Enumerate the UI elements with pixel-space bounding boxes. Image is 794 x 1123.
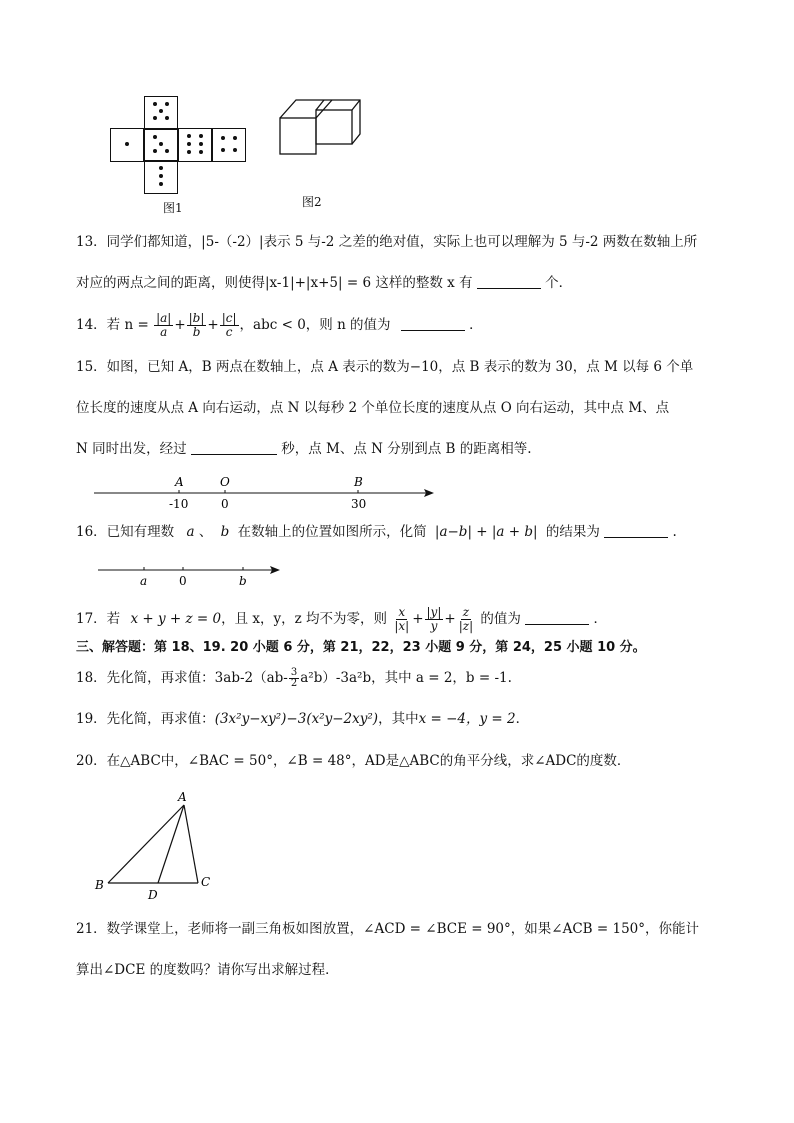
question-19-expression: (3x²y−xy²)−3(x²y−2xy²) (214, 711, 379, 727)
question-15-line3 (76, 439, 532, 459)
question-16 (76, 522, 677, 542)
question-15-line2: 位长度的速度从点 A 向右运动，点 N 以每秒 2 个单位长度的速度从点 O 向右运动，其中点 M、点 (76, 400, 670, 416)
question-17-suffix: 的值为 (480, 611, 521, 627)
question-19-prefix: 19．先化简，再求值： (76, 711, 215, 727)
question-18-suffix: a²b）-3a²b，其中 a = 2，b = -1. (300, 670, 512, 686)
question-14-answer-blank[interactable] (401, 316, 465, 331)
question-14-fraction-a: $\frac{|a|}{a}$ (156, 311, 172, 339)
question-21-line2: 算出∠DCE 的度数吗？请你写出求解过程． (76, 962, 339, 978)
question-18-fraction: $\frac{3}{2}$ (290, 667, 298, 689)
net-face-top (144, 96, 178, 130)
number-line-value-B: 30 (351, 497, 367, 511)
question-19-suffix: ，其中 (378, 711, 419, 727)
question-13-line1: 13．同学们都知道，|5-（-2）|表示 5 与-2 之差的绝对值，实际上也可以理解为 5 与-2 两数在数轴上所 (76, 234, 698, 250)
question-14-condition: ，abc < 0，则 n 的值为 (239, 317, 391, 333)
question-17-fraction-y: $\frac{|y|}{y}$ (426, 605, 442, 633)
number-line-label-b: b (239, 574, 247, 588)
question-17-fraction-x: $\frac{x}{|x|}$ (394, 605, 410, 633)
triangle-label-A: A (178, 790, 187, 804)
question-15-end: 秒，点 M、点 N 分别到点 B 的距离相等. (281, 441, 532, 457)
question-14: 14．若 n = $\frac{|a|}{a}$ + $\frac{|b|}{b}$ + $\frac{|c|}{c}$ ，abc < 0，则 n 的值为 ． (76, 311, 483, 339)
question-16-suffix: 的结果为 (545, 524, 600, 540)
question-13-line2 (76, 273, 572, 293)
question-17-equation: x + y + z = 0 (130, 611, 222, 627)
question-20: 20．在△ABC中，∠BAC = 50°，∠B = 48°，AD是△ABC的角平分线，求∠ADC的度数． (76, 753, 631, 769)
question-15-number-line (90, 470, 440, 514)
question-17-prefix: 17．若 (76, 611, 121, 627)
question-17: 17．若 x + y + z = 0，且 x，y，z 均不为零，则 $\frac{x}{|x|}$ + $\frac{|y|}{y}$ + $\frac{z}{|z|}$ 的值为 ． (76, 605, 608, 633)
question-20-triangle (92, 786, 222, 902)
question-19-values: x = −4，y = 2 (418, 711, 516, 727)
question-14-prefix: 14．若 n = (76, 317, 149, 333)
question-16-answer-blank[interactable] (604, 523, 668, 538)
question-16-middle: 在数轴上的位置如图所示，化简 (237, 524, 427, 540)
number-line-label-B: B (354, 475, 363, 489)
number-line-label-0: 0 (179, 574, 187, 588)
triangle-label-D: D (148, 888, 158, 902)
question-21-line1: 21．数学课堂上，老师将一副三角板如图放置，∠ACD = ∠BCE = 90°，如果∠ACB = 150°，你能计 (76, 921, 699, 937)
net-face-right1 (178, 128, 212, 162)
question-18 (76, 668, 512, 689)
question-13-answer-blank[interactable] (477, 274, 541, 289)
question-19-end: ． (515, 711, 530, 727)
question-16-number-line (94, 560, 284, 590)
question-13-end: 个． (545, 275, 573, 291)
triangle-label-B: B (95, 878, 104, 892)
number-line-label-A: A (175, 475, 184, 489)
question-14-fraction-c: $\frac{|c|}{c}$ (221, 311, 237, 339)
net-face-right2 (212, 128, 246, 162)
figure-1-caption: 图1 (163, 201, 183, 215)
question-16-end: . (672, 524, 677, 540)
question-17-answer-blank[interactable] (525, 610, 589, 625)
question-17-fraction-z: $\frac{z}{|z|}$ (458, 605, 474, 633)
question-16-var-a: a (186, 524, 195, 540)
figure-2-caption: 图2 (302, 195, 322, 209)
question-15-text: N 同时出发，经过 (76, 441, 187, 457)
question-13-text: 对应的两点之间的距离，则使得|x-1|+|x+5| = 6 这样的整数 x 有 (76, 275, 473, 291)
triangle-label-C: C (201, 875, 211, 889)
question-18-prefix: 18．先化简，再求值：3ab-2（ab- (76, 670, 288, 686)
question-14-end: ． (469, 317, 483, 333)
question-19 (76, 709, 529, 729)
question-16-expression: |a−b| + |a + b| (434, 524, 538, 540)
figure-2-cubes (278, 96, 364, 158)
question-15-line1: 15．如图，已知 A，B 两点在数轴上，点 A 表示的数为−10，点 B 表示的数为 30，点 M 以每 6 个单 (76, 359, 694, 375)
number-line-value-A: -10 (169, 497, 189, 511)
question-16-var-b: b (220, 524, 230, 540)
section-3-heading: 三、解答题：第 18、19. 20 小题 6 分，第 21，22，23 小题 9 分，第 24，25 小题 10 分。 (76, 640, 646, 655)
question-15-answer-blank[interactable] (191, 440, 277, 455)
number-line-value-O: 0 (221, 497, 229, 511)
number-line-label-O: O (220, 475, 230, 489)
question-14-fraction-b: $\frac{|b|}{b}$ (188, 311, 205, 339)
question-17-end: ． (593, 611, 608, 627)
question-17-middle: ，且 x，y，z 均不为零，则 (221, 611, 388, 627)
figure-1-cube-net (110, 96, 250, 192)
question-16-sep: 、 (198, 524, 213, 540)
question-16-prefix: 16．已知有理数 (76, 524, 175, 540)
number-line-label-a: a (140, 574, 148, 588)
